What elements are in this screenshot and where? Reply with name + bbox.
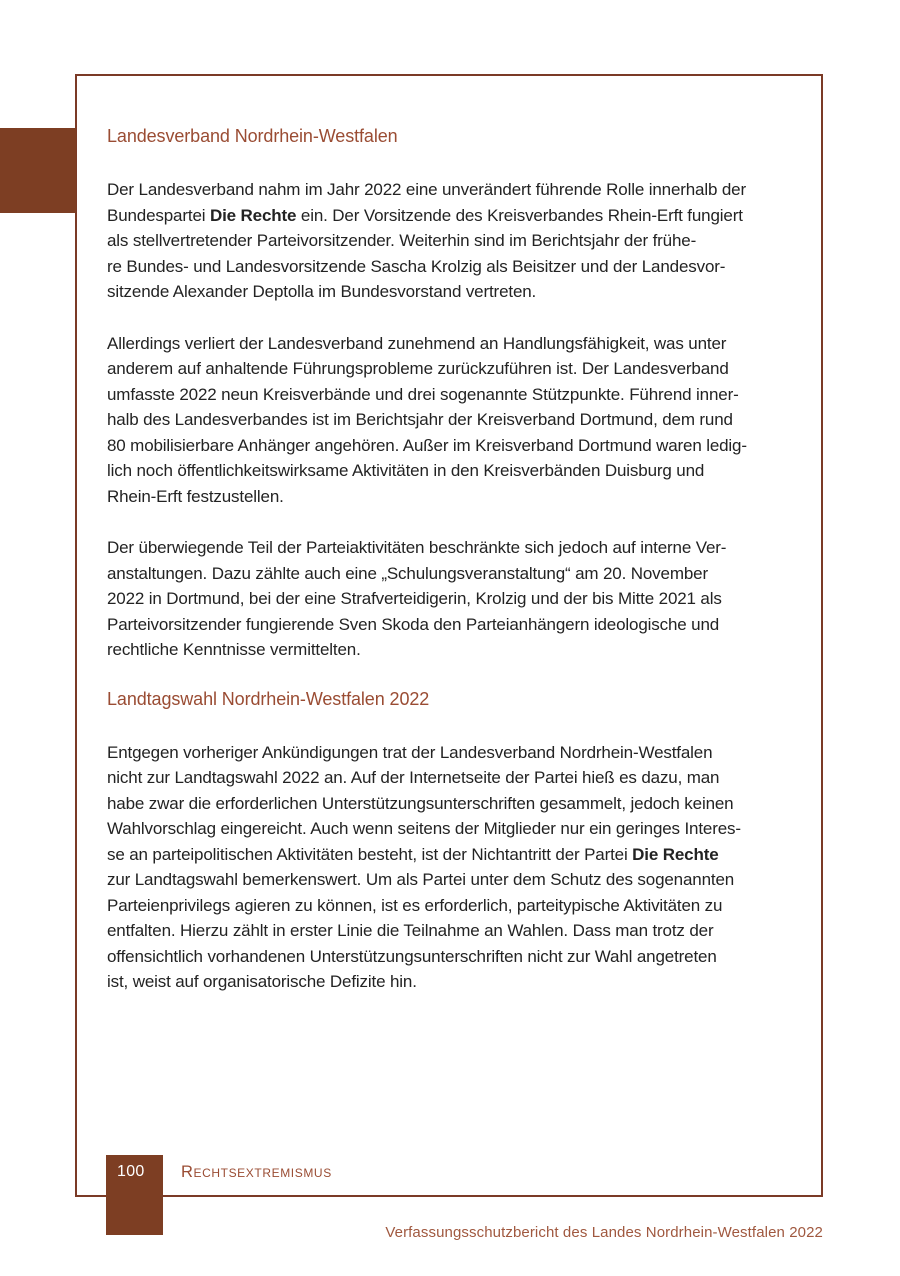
text-line: sitzende Alexander Deptolla im Bundesvorstand vertreten. xyxy=(107,282,537,301)
text-line: halb des Landesverbandes ist im Berichtsjahr der Kreisverband Dortmund, dem rund xyxy=(107,410,733,429)
text-line: habe zwar die erforderlichen Unterstützungsunterschriften gesammelt, jedoch keinen xyxy=(107,793,734,813)
text-line: Rhein-Erft festzustellen. xyxy=(107,486,284,506)
page-content xyxy=(107,126,819,1021)
text-line: Parteivorsitzender fungierende Sven Skoda den Parteianhängern ideologische und xyxy=(107,614,720,634)
text-line: ist, weist auf organisatorische Defizite hin. xyxy=(107,972,417,991)
text-line: Parteienprivilegs agieren zu können, ist es erforderlich, parteitypische Aktivitäten zu xyxy=(107,895,723,915)
text-line: re Bundes- und Landesvorsitzende Sascha Krolzig als Beisitzer und der Landesvor- xyxy=(107,256,726,276)
text-segment: Bundespartei xyxy=(107,205,210,225)
text-line: entfalten. Hierzu zählt in erster Linie die Teilnahme an Wahlen. Dass man trotz der xyxy=(107,921,714,940)
text-line: rechtliche Kenntnisse vermittelten. xyxy=(107,640,361,659)
footer-report-title: Verfassungsschutzbericht des Landes Nordrhein-Westfalen 2022 xyxy=(385,1224,823,1241)
paragraph xyxy=(107,331,819,510)
text-line: lich noch öffentlichkeitswirksame Aktivitäten in den Kreisverbänden Duisburg und xyxy=(107,461,705,480)
text-line: Allerdings verliert der Landesverband zunehmend an Handlungsfähigkeit, was unter xyxy=(107,333,727,353)
text-segment: ein. Der Vorsitzende des Kreisverbandes Rhein-Erft fungiert xyxy=(296,205,743,225)
bold-text: Die Rechte xyxy=(632,844,719,864)
section-accent-block xyxy=(0,128,76,213)
text-line: umfasste 2022 neun Kreisverbände und drei sogenannte Stützpunkte. Führend inner- xyxy=(107,384,739,404)
text-line: anderem auf anhaltende Führungsprobleme zurückzuführen ist. Der Landesverband xyxy=(107,359,729,378)
section-heading-landtagswahl: Landtagswahl Nordrhein-Westfalen 2022 xyxy=(107,688,430,709)
text-line: anstaltungen. Dazu zählte auch eine „Schulungsveranstaltung“ am 20. November xyxy=(107,563,708,583)
text-line: 2022 in Dortmund, bei der eine Strafverteidigerin, Krolzig und der bis Mitte 2021 als xyxy=(107,589,722,608)
text-line: Der überwiegende Teil der Parteiaktivitäten beschränkte sich jedoch auf interne Ver- xyxy=(107,538,727,557)
text-line: nicht zur Landtagswahl 2022 an. Auf der Internetseite der Partei hieß es dazu, man xyxy=(107,768,720,787)
paragraph xyxy=(107,177,819,305)
page-number-box xyxy=(106,1155,163,1235)
footer-section-label: Rechtsextremismus xyxy=(181,1163,332,1181)
text-line xyxy=(107,842,819,868)
bold-text: Die Rechte xyxy=(209,205,297,225)
text-line: offensichtlich vorhandenen Unterstützungsunterschriften nicht zur Wahl angetreten xyxy=(107,946,717,966)
text-line: 80 mobilisierbare Anhänger angehören. Außer im Kreisverband Dortmund waren ledig- xyxy=(107,435,747,455)
text-segment: se an parteipolitischen Aktivitäten besteht, ist der Nichtantritt der Partei xyxy=(107,844,633,864)
paragraph xyxy=(107,740,819,995)
text-line: Wahlvorschlag eingereicht. Auch wenn seitens der Mitglieder nur ein geringes Interes- xyxy=(107,819,741,838)
paragraph xyxy=(107,535,819,663)
page-number: 100 xyxy=(117,1163,145,1180)
text-line: Der Landesverband nahm im Jahr 2022 eine unverändert führende Rolle innerhalb der xyxy=(107,180,746,199)
text-line: zur Landtagswahl bemerkenswert. Um als Partei unter dem Schutz des sogenannten xyxy=(107,870,735,889)
text-line xyxy=(107,203,819,229)
text-line: als stellvertretender Parteivorsitzender. Weiterhin sind im Berichtsjahr der frühe- xyxy=(107,231,697,250)
section-heading-landesverband: Landesverband Nordrhein-Westfalen xyxy=(107,126,398,146)
text-line: Entgegen vorheriger Ankündigungen trat der Landesverband Nordrhein-Westfalen xyxy=(107,742,713,762)
